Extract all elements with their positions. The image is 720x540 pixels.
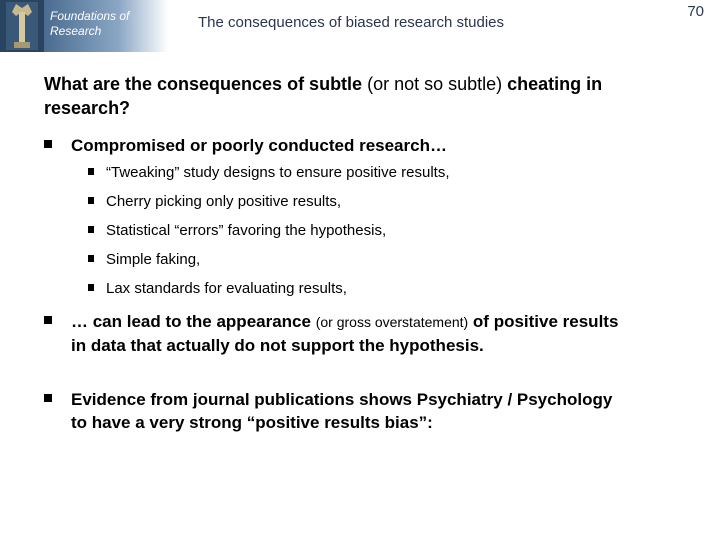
slide-number: 70 bbox=[687, 3, 704, 20]
sub-bullet-text: Cherry picking only positive results, bbox=[106, 193, 342, 210]
statue-icon bbox=[6, 2, 38, 50]
course-title: Foundations of Research bbox=[50, 9, 130, 38]
sub-bullet-marker-icon bbox=[88, 284, 94, 291]
logo bbox=[0, 0, 44, 52]
slide-question bbox=[44, 72, 664, 120]
sub-bullet-marker-icon bbox=[88, 226, 94, 233]
sub-bullet-marker-icon bbox=[88, 255, 94, 262]
bullet-text: Compromised or poorly conducted research… bbox=[71, 136, 447, 155]
bullet-marker-icon bbox=[44, 140, 52, 148]
bullet-text bbox=[71, 310, 631, 357]
question-part3: cheating in research? bbox=[44, 74, 603, 118]
sub-bullet-text: Statistical “errors” favoring the hypothesis, bbox=[106, 222, 387, 239]
slide-header-title: The consequences of biased research studies bbox=[198, 14, 505, 31]
bullet-marker-icon bbox=[44, 316, 52, 324]
bullet-marker-icon bbox=[44, 394, 52, 402]
sub-bullet-marker-icon bbox=[88, 168, 94, 175]
question-part1: What are the consequences of subtle bbox=[44, 74, 368, 94]
sub-bullet-text: “Tweaking” study designs to ensure positive results, bbox=[106, 164, 450, 181]
bullet-text-part1: … can lead to the appearance bbox=[71, 312, 316, 331]
bullet-text-part3: of positive results in data that actually do not support the hypothesis. bbox=[71, 312, 619, 355]
bullet-text-part2: (or gross overstatement) bbox=[315, 314, 469, 330]
sub-bullet-text: Lax standards for evaluating results, bbox=[106, 280, 347, 297]
sub-bullet-text: Simple faking, bbox=[106, 251, 201, 268]
slide-header bbox=[0, 0, 720, 52]
sub-bullet-marker-icon bbox=[88, 197, 94, 204]
question-part2: (or not so subtle) bbox=[367, 74, 503, 94]
bullet-text: Evidence from journal publications shows Psychiatry / Psychology to have a very strong “positive results bias”: bbox=[71, 390, 613, 432]
